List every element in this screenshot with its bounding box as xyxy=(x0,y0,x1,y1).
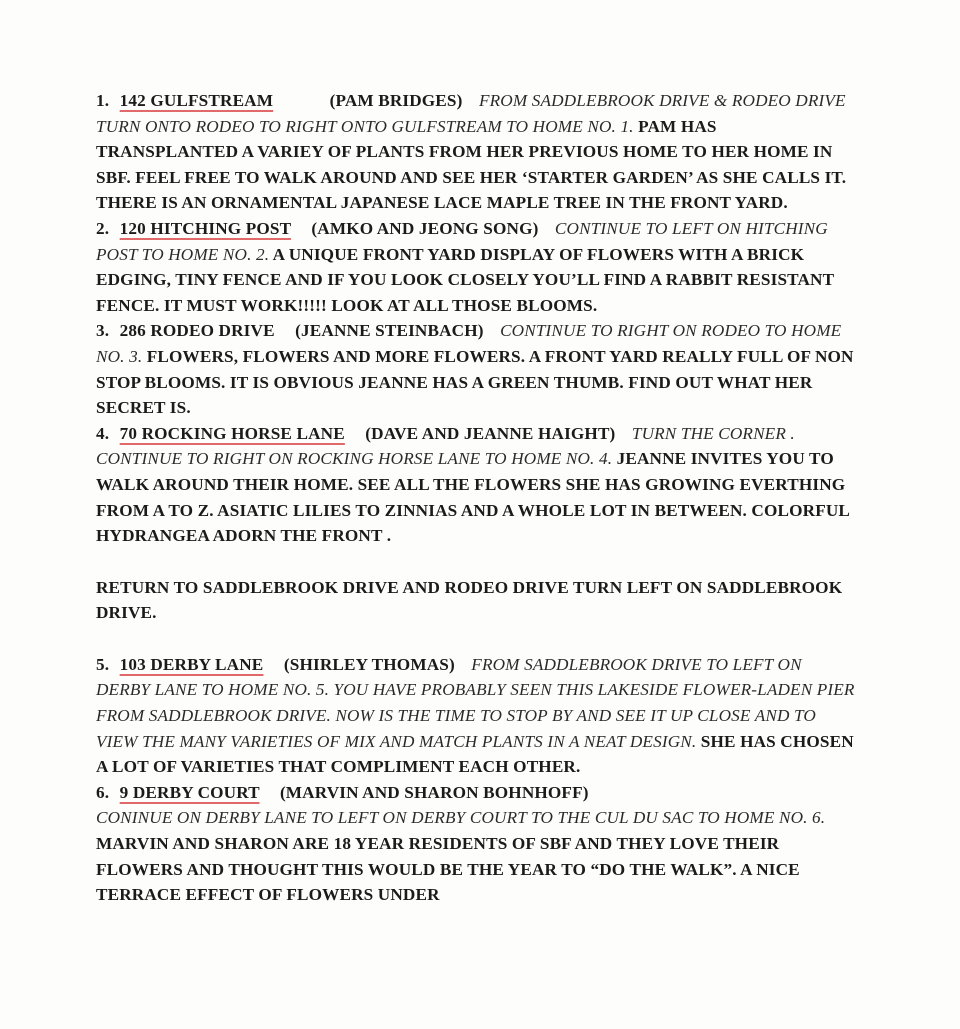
entry-address: 142 GULFSTREAM xyxy=(119,91,274,110)
entry-1 xyxy=(96,88,856,216)
entry-directions: CONTINUE TO RIGHT ON RODEO TO HOME NO. 3. xyxy=(96,321,842,366)
entry-owner: (MARVIN AND SHARON BOHNHOFF) xyxy=(279,782,589,802)
entry-address: 103 DERBY LANE xyxy=(119,654,264,674)
garden-walk-text xyxy=(96,88,856,908)
spacer xyxy=(96,626,856,652)
entry-address: 286 RODEO DRIVE xyxy=(119,321,275,341)
entry-owner: (JEANNE STEINBACH) xyxy=(295,321,484,341)
entry-description: JEANNE INVITES YOU TO WALK AROUND THEIR HOME. SEE ALL THE FLOWERS SHE HAS GROWING EVERTHING FROM A TO Z. ASIATIC LILIES TO ZINNIAS AND A WHOLE LOT IN BETWEEN. COLORFUL HYDRANGEA ADORN THE FRONT . xyxy=(96,449,850,546)
entry-directions: CONTINUE TO LEFT ON HITCHING POST TO HOME NO. 2. xyxy=(96,218,828,264)
entry-number: 3. xyxy=(96,318,109,344)
entry-number: 5. xyxy=(96,652,109,678)
entry-number: 1. xyxy=(96,88,109,114)
entry-directions: FROM SADDLEBROOK DRIVE & RODEO DRIVE TURN ONTO RODEO TO RIGHT ONTO GULFSTREAM TO HOME NO. 1. xyxy=(96,91,846,136)
entry-description: MARVIN AND SHARON ARE 18 YEAR RESIDENTS OF SBF AND THEY LOVE THEIR FLOWERS AND THOUGHT THIS WOULD BE THE YEAR TO “DO THE WALK”. A NICE TERRACE EFFECT OF FLOWERS UNDER xyxy=(96,834,800,905)
entry-description: PAM HAS TRANSPLANTED A VARIEY OF PLANTS FROM HER PREVIOUS HOME TO HER HOME IN SBF. FEEL FREE TO WALK AROUND AND SEE HER ‘STARTER GARDEN’ AS SHE CALLS IT. THERE IS AN ORNAMENTAL JAPANESE LACE MAPLE TREE IN THE FRONT YARD. xyxy=(96,116,847,213)
entry-number: 6. xyxy=(96,780,109,806)
entry-owner: (AMKO AND JEONG SONG) xyxy=(311,218,539,238)
entry-address: 9 DERBY COURT xyxy=(119,782,260,802)
entry-owner: (SHIRLEY THOMAS) xyxy=(283,654,455,674)
entry-owner: (DAVE AND JEANNE HAIGHT) xyxy=(365,423,616,443)
entry-directions: FROM SADDLEBROOK DRIVE TO LEFT ON DERBY LANE TO HOME NO. 5. YOU HAVE PROBABLY SEEN THIS LAKESIDE FLOWER-LADEN PIER FROM SADDLEBROOK DRIVE. NOW IS THE TIME TO STOP BY AND SEE IT UP CLOSE AND TO VIEW THE MANY VARIETIES OF MIX AND MATCH PLANTS IN A NEAT DESIGN. xyxy=(96,654,855,751)
entry-4 xyxy=(96,421,856,549)
entry-description: SHE HAS CHOSEN A LOT OF VARIETIES THAT COMPLIMENT EACH OTHER. xyxy=(96,731,854,777)
entry-6 xyxy=(96,780,856,908)
entry-number: 4. xyxy=(96,421,109,447)
entry-address: 120 HITCHING POST xyxy=(119,218,291,238)
entry-3 xyxy=(96,318,856,420)
entry-number: 2. xyxy=(96,216,109,242)
entry-directions: CONINUE ON DERBY LANE TO LEFT ON DERBY COURT TO THE CUL DU SAC TO HOME NO. 6. xyxy=(96,808,826,828)
entry-directions: TURN THE CORNER . CONTINUE TO RIGHT ON ROCKING HORSE LANE TO HOME NO. 4. xyxy=(96,423,795,469)
entry-5 xyxy=(96,652,856,780)
entry-description: FLOWERS, FLOWERS AND MORE FLOWERS. A FRONT YARD REALLY FULL OF NON STOP BLOOMS. IT IS OBVIOUS JEANNE HAS A GREEN THUMB. FIND OUT WHAT HER SECRET IS. xyxy=(96,346,854,418)
entry-address: 70 ROCKING HORSE LANE xyxy=(119,423,345,443)
spacer xyxy=(96,549,856,575)
entry-owner: (PAM BRIDGES) xyxy=(329,91,463,110)
entry-description: A UNIQUE FRONT YARD DISPLAY OF FLOWERS WITH A BRICK EDGING, TINY FENCE AND IF YOU LOOK CLOSELY YOU’LL FIND A RABBIT RESISTANT FENCE. IT MUST WORK!!!!! LOOK AT ALL THOSE BLOOMS. xyxy=(96,244,834,315)
return-note: RETURN TO SADDLEBROOK DRIVE AND RODEO DRIVE TURN LEFT ON SADDLEBROOK DRIVE. xyxy=(96,577,843,623)
entry-2 xyxy=(96,216,856,318)
